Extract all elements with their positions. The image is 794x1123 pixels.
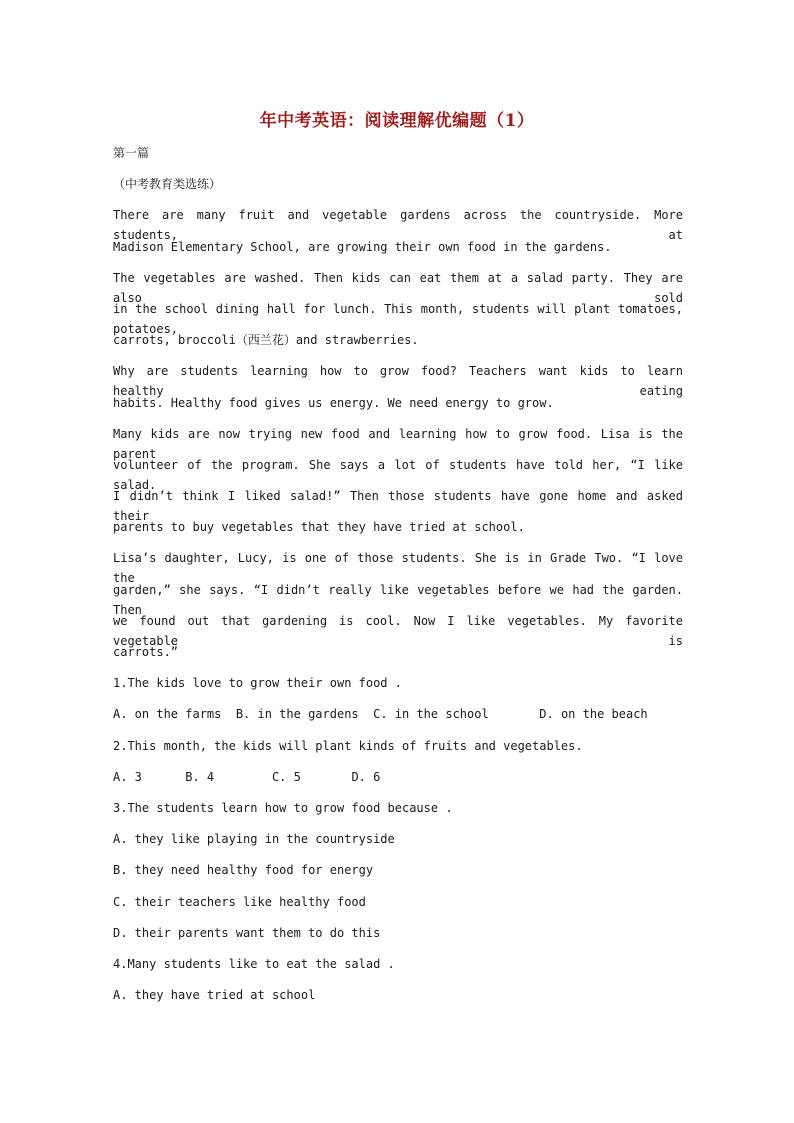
- passage-line: There are many fruit and vegetable gardens across the countryside. More students, at: [113, 208, 683, 243]
- option-a: A. they have tried at school: [113, 988, 316, 1003]
- option-d: D. on the beach: [539, 707, 648, 722]
- question-4: 4.Many students like to eat the salad .: [113, 956, 395, 971]
- question-2: 2.This month, the kids will plant kinds of fruits and vegetables.: [113, 738, 583, 753]
- question-2-options: [113, 767, 683, 798]
- content-area: [113, 143, 683, 1016]
- option-a: A. on the farms: [113, 707, 236, 722]
- passage-line: Madison Elementary School, are growing their own food in the gardens.: [113, 239, 612, 254]
- passage-line: parents to buy vegetables that they have tried at school.: [113, 520, 525, 535]
- passage-line: Many kids are now trying new food and learning how to grow food. Lisa is the parent: [113, 426, 683, 461]
- option-a: A. they like playing in the countryside: [113, 832, 395, 847]
- option-b: B. they need healthy food for energy: [113, 863, 374, 878]
- option-d: D. 6: [351, 769, 381, 784]
- passage-line: Lisa’s daughter, Lucy, is one of those students. She is in Grade Two. “I love the: [113, 551, 683, 586]
- option-a: A. 3: [113, 769, 186, 784]
- question-3: 3.The students learn how to grow food because .: [113, 800, 453, 815]
- passage-line: The vegetables are washed. Then kids can eat them at a salad party. They are also sold: [113, 270, 683, 305]
- passage-line: volunteer of the program. She says a lot of students have told her, “I like salad.: [113, 457, 683, 492]
- option-b: B. 4: [185, 769, 272, 784]
- option-c: C. in the school: [373, 707, 540, 722]
- page-title: 年中考英语：阅读理解优编题（1）: [259, 111, 535, 131]
- passage-line: Why are students learning how to grow food? Teachers want kids to learn healthy eating: [113, 364, 683, 399]
- passage-line: habits. Healthy food gives us energy. We need energy to grow.: [113, 395, 554, 410]
- section-heading: 第一篇: [113, 146, 150, 160]
- passage-line: we found out that gardening is cool. Now I like vegetables. My favorite vegetable is: [113, 613, 683, 648]
- option-b: B. in the gardens: [235, 707, 374, 722]
- passage-line: carrots.”: [113, 645, 179, 659]
- passage-line: carrots, broccoli（西兰花）and strawberries.: [113, 333, 419, 348]
- question-1-options: [113, 704, 683, 735]
- source-note: （中考教育类选练）: [113, 177, 222, 192]
- passage-line: I didn’t think I liked salad!” Then those students have gone home and asked their: [113, 489, 683, 524]
- option-c: C. 5: [271, 769, 352, 784]
- passage-line: in the school dining hall for lunch. This month, students will plant tomatoes, potatoes,: [113, 301, 683, 336]
- question-1: 1.The kids love to grow their own food .: [113, 676, 402, 691]
- passage-line: garden,” she says. “I didn’t really like vegetables before we had the garden. Then: [113, 582, 683, 617]
- option-d: D. their parents want them to do this: [113, 925, 381, 940]
- option-c: C. their teachers like healthy food: [113, 894, 366, 909]
